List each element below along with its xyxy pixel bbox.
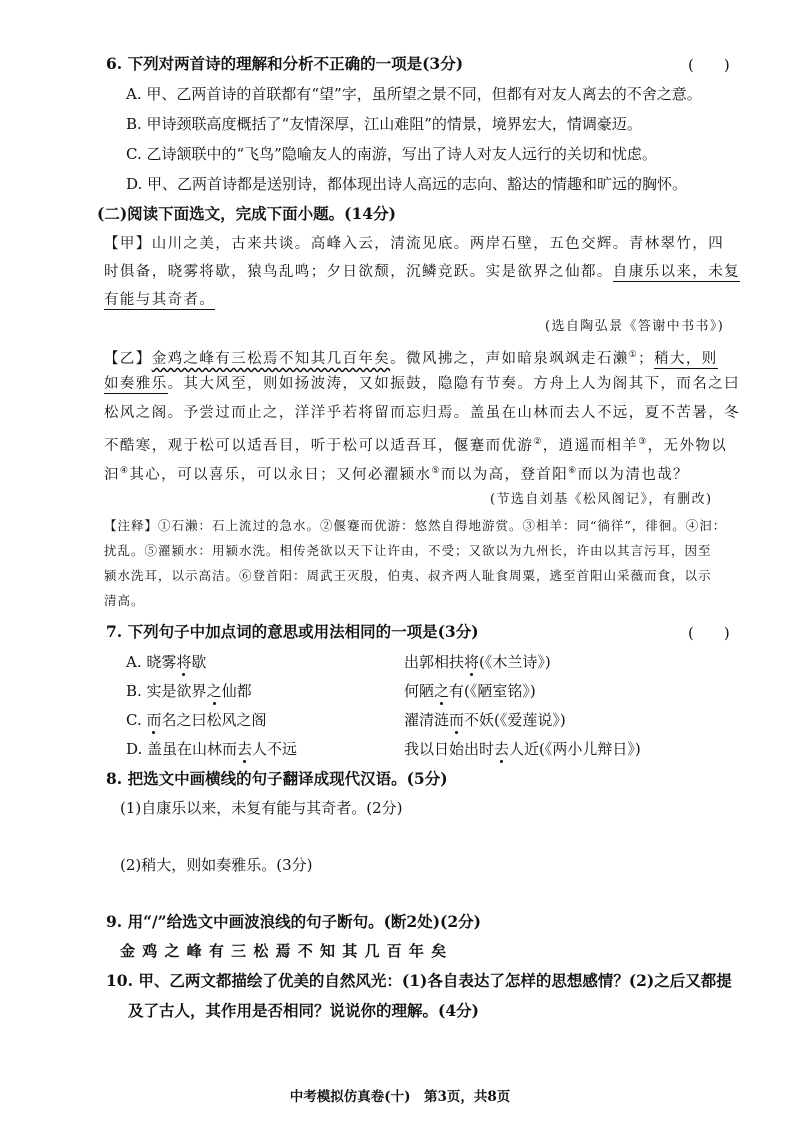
q7-option-c-right [404,710,566,730]
dotted-word: 之 [206,682,222,700]
q7-stem: 7. 下列句子中加点词的意思或用法相同的一项是(3分) [106,622,479,641]
dotted-word: 之 [434,682,450,700]
underlined-sentence: 自康乐以来，未复 [612,264,740,280]
q8-stem: 8. 把选文中画横线的句子翻译成现代汉语。(5分) [106,769,448,788]
dotted-word: 去 [494,740,510,758]
q7-option-b-left [126,681,252,701]
passage-text: 其心，可以喜乐，可以永日；又何必濯颍水 [129,466,432,483]
option-text: 有(《陋室铭》) [449,682,536,700]
footnote-marker: ② [533,437,543,447]
notes-line-1: 【注释】①石濑：石上流过的急水。②偃蹇而优游：悠然自得地游赏。③相羊：同“徜徉”，徘徊。④汩： [104,518,727,533]
q7-answer-paren: ( ) [688,624,730,642]
option-text: (《木兰诗》) [479,653,551,671]
q10-line-1: 10. 甲、乙两文都描绘了优美的自然风光：(1)各自表达了怎样的思想感情？(2)之后又都提 [106,971,732,990]
q7-option-a-right [404,652,551,672]
passage-text: 而以为清也哉？ [577,466,689,483]
passage-jia-line-3 [104,290,215,310]
wavy-sentence: 金鸡之峰有三松焉不知其几百年矣 [151,350,391,367]
q10-line-2: 及了古人，其作用是否相同？说说你的理解。(4分) [128,1001,479,1020]
option-text: 濯清涟 [404,711,450,729]
notes-line-2: 扰乱。⑤濯颍水：用颍水洗。相传尧欲以天下让许由，不受；又欲以为九州长，许由以其言污耳，因至 [104,543,712,558]
option-text: 何陋 [404,682,435,700]
q6-answer-paren: ( ) [688,56,730,74]
q7-option-d-left [126,739,297,759]
q7-option-c-left [126,710,267,730]
q8-item-2: (2)稍大，则如奏雅乐。(3分) [120,856,313,874]
q9-characters: 金 鸡 之 峰 有 三 松 焉 不 知 其 几 百 年 矣 [120,942,448,960]
option-text: 名之曰松风之阁 [161,711,267,729]
option-text: 我以日始出时 [404,740,495,758]
passage-yi-line-5 [104,461,689,485]
option-text: 人不远 [252,740,298,758]
underlined-sentence-end: 有能与其奇者。 [104,292,216,308]
notes-line-4: 清高。 [104,593,145,608]
dotted-word: 而 [146,711,162,729]
passage-yi-line-1 [104,345,718,369]
passage-yi-label: 【乙】 [104,350,152,367]
passage-text: 而以为高，登首阳 [440,466,569,483]
q6-option-c: C. 乙诗颔联中的“飞鸟”隐喻友人的南游，写出了诗人对友人远行的关切和忧虑。 [126,145,657,163]
option-text: 不妖(《爱莲说》) [464,711,566,729]
option-text: D. 盖虽在山林而 [126,740,238,758]
q6-option-a: A. 甲、乙两首诗的首联都有“望”字，虽所望之景不同，但都有对友人离去的不舍之意。 [126,85,702,103]
q7-option-a-left [126,652,206,672]
footnote-marker: ① [628,350,639,360]
q9-stem: 9. 用“/”给选文中画波浪线的句子断句。(断2处)(2分) [106,912,481,931]
passage-text: ； [638,350,655,367]
passage-text: 汩 [104,466,120,483]
passage-text: 。其大风至，则如扬波涛，又如振鼓，隐隐有节奏。方舟上人为阁其下，而名之曰 [167,376,741,392]
passage-jia-text: 时俱备，晓雾将歇，猿鸟乱鸣；夕日欲颓，沉鳞竞跃。实是欲界之仙都。 [104,264,613,280]
passage-yi-line-2 [104,374,740,394]
footnote-marker: ③ [638,437,648,447]
option-text: 人近(《两小儿辩日》) [509,740,641,758]
dotted-word: 去 [237,740,253,758]
q6-option-d: D. 甲、乙两首诗都是送别诗，都体现出诗人高远的志向、豁达的情趣和旷远的胸怀。 [126,175,688,193]
underlined-sentence: 稍大，则 [654,350,718,367]
footnote-marker: ⑥ [568,466,578,476]
q7-option-d-right [404,739,641,759]
passage-jia-line-1: 【甲】山川之美，古来共谈。高峰入云，清流见底。两岸石壁，五色交辉。青林翠竹，四 [104,236,725,252]
passage-text: ，无外物以 [647,437,728,454]
passage-text: 不酷寒，观于松可以适吾目，听于松可以适吾耳，偃蹇而优游 [104,437,534,454]
passage-yi-source: (节选自刘基《松风阁记》，有删改) [490,492,713,507]
option-text: 仙都 [221,682,252,700]
option-text: A. 晓雾 [126,653,177,671]
dotted-word: 将 [464,653,480,671]
passage-jia-line-2 [104,262,740,282]
q6-stem: 6. 下列对两首诗的理解和分析不正确的一项是(3分) [106,54,464,73]
footnote-marker: ④ [119,466,130,476]
passage-text: 。微风拂之，声如暗泉飒飒走石濑 [390,350,629,367]
option-text: 歇 [191,653,207,671]
section2-heading: (二)阅读下面选文，完成下面小题。(14分) [97,204,396,223]
q6-option-b: B. 甲诗颈联高度概括了“友情深厚，江山难阻”的情景，境界宏大，情调豪迈。 [126,115,642,133]
passage-yi-line-3: 松风之阁。予尝过而止之，洋洋乎若将留而忘归焉。盖虽在山林而去人不远，夏不苦暑，冬 [104,405,740,421]
passage-jia-source: (选自陶弘景《答谢中书书》) [545,319,725,334]
footnote-marker: ⑤ [431,466,441,476]
option-text: B. 实是欲界 [126,682,207,700]
option-text: C. [126,711,147,729]
underlined-sentence-end: 如奏雅乐 [104,376,168,392]
q7-option-b-right [404,681,536,701]
passage-text: ，逍遥而相羊 [542,437,639,454]
notes-line-3: 颍水洗耳，以示高洁。⑥登首阳：周武王灭殷，伯夷、叔齐两人耻食周粟，逃至首阳山采薇而食，以示 [104,568,712,583]
dotted-word: 将 [176,653,192,671]
q8-item-1: (1)自康乐以来，未复有能与其奇者。(2分) [120,799,403,817]
option-text: 出郭相扶 [404,653,465,671]
passage-yi-line-4 [104,432,727,456]
page-footer: 中考模拟仿真卷(十) 第3页，共8页 [289,1089,511,1105]
dotted-word: 而 [449,711,465,729]
